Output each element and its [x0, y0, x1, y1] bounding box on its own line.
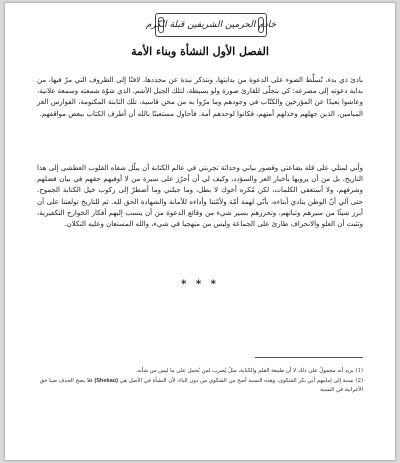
footnotes — [37, 367, 363, 396]
document-page — [4, 2, 396, 461]
footnote-2 — [37, 377, 363, 394]
footnote-text: يريد أنه مجمولٌ على ذلك لا أن طبيعة القلم والكتابة، مثلٌ يُضرب لمن يُحمل على ما ليس من شأنه. — [135, 368, 354, 374]
banner-ornament-right — [258, 17, 264, 33]
footnote-marker: (2) — [355, 378, 363, 385]
chapter-title: الفصل الأول النشأة وبناء الأمة — [131, 45, 269, 58]
footnote-text: نسبة إلى إمامهم أبي بكر الشكوى، وهذه النسبة أصح من الشكوي من دون الباء، لأن النشأة في الأصل هي — [119, 378, 354, 385]
section-separator: * * * — [181, 279, 219, 290]
paragraph-2: وأني لمتلي على قلة بضاعتي وقصور بياني وحداثة تجربتي في عالم الكتابة أن يبلّل شفاه القلوب العطشى إلى هذا التاريخ، بل من أن يرويها بأخبار العز والسؤدد، وكيف لي أن أحرّز على سيرة من لا أوفيهم حقهم في بيان فضلهم وشرفهم، ولا أستعفي الكلمات، لكن مُكره أخوك لا بطل، وما جبلني وما أضطرّ إلى ركوب خيل الكتابة الجموح. حتى آلي أنّ الوطن ينادي أبناءه، بأنّي لهمة أمّة ولأمّتنا وأداءه للأمانة والشهادة الحق لله. ثم للتاريخ تولعتنا على أن أبرز شيئًا من سيرهم وثباتهم، وتحرزهم بسير شيء من وقائع الدعوة من أن ينسب إليهم أفكار الخوارج التكفيرية، وتثبت أن الغلو والانحراف طارئ على الجماعة وليس من منهجيا في شيء، والله المستعان وعليه التكلان. — [37, 164, 363, 229]
paragraph-1: بادئ ذي بدء، تُسلِّط الضوء على الدعوة من بدايتها، ونتذكر نبذة عن مجددها، لافتًا إلى الظروف التي مرّ فيها، من بداية دعوته إلى مصرعه؛ كي يتجلّى للقارئ صورة ولو بسيطة، لتلك الجيل الأشم. الذي شوّة شمعته وسمعة علانية، وعاشوا بعيدًا عن المؤرخين والكتّاب في وجودهم وما مرّوا به من محن قاسية، تلك الثابتة المكتومة، الفوارس الغر الميامين، الذين جهلهم وخذلهم أمتهم، فكانوا لوحدهم أمة. فأحاول مستعينًا بالله أن أطرف الكتاب ببعض مواقفهم. — [37, 76, 363, 118]
footnote-latin-term: (Shekau) — [94, 378, 118, 385]
footnote-text-cont: فلا يصح الحذف ضيا حق الأعرابية في النسبة — [39, 378, 363, 393]
banner-ornament-left — [158, 17, 164, 33]
header-banner-text: خادم الحرمين الشريفين قبلة الكرم — [145, 20, 277, 30]
footnote-rule — [255, 357, 363, 358]
footnote-marker: (1) — [355, 368, 363, 374]
footnote-1 — [37, 367, 363, 375]
header-calligraphy-banner — [145, 13, 277, 37]
